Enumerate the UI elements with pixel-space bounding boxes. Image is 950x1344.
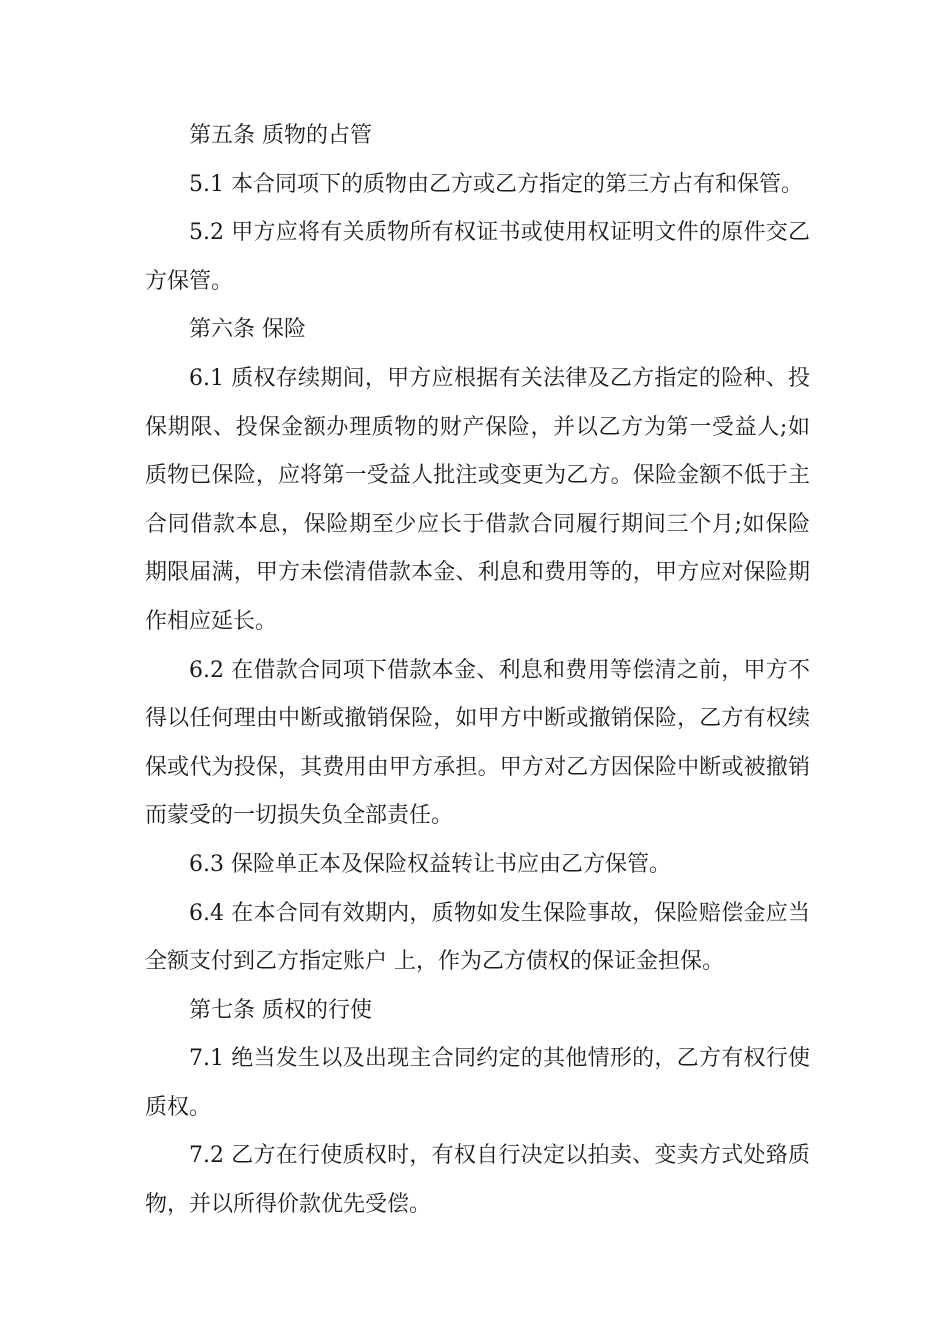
article-6-heading: 第六条 保险 — [189, 317, 306, 343]
document-body — [145, 112, 810, 1230]
clause-6-2: 6.2 在借款合同项下借款本金、利息和费用等偿清之前，甲方不得以任何理由中断或撤销保险，如甲方中断或撤销保险，乙方有权续保或代为投保，其费用由甲方承担。甲方对乙方因保险中断或被撤销而蒙受的一切损失负全部责任。 — [145, 657, 810, 829]
clause-6-1: 6.1 质权存续期间，甲方应根据有关法律及乙方指定的险种、投保期限、投保金额办理质物的财产保险，并以乙方为第一受益人;如质物已保险，应将第一受益人批注或变更为乙方。保险金额不低于主合同借款本息，保险期至少应长于借款合同履行期间三个月;如保险期限届满，甲方未偿清借款本金、利息和费用等的，甲方应对保险期作相应延长。 — [145, 365, 810, 634]
clause-6-4: 6.4 在本合同有效期内，质物如发生保险事故，保险赔偿金应当全额支付到乙方指定账户 上，作为乙方债权的保证金担保。 — [145, 900, 810, 975]
clause-7-1: 7.1 绝当发生以及出现主合同约定的其他情形的，乙方有权行使质权。 — [145, 1046, 810, 1120]
article-5-heading: 第五条 质物的占管 — [189, 123, 372, 148]
clause-5-1: 5.1 本合同项下的质物由乙方或乙方指定的第三方占有和保管。 — [189, 171, 803, 197]
clause-7-2: 7.2 乙方在行使质权时，有权自行决定以拍卖、变卖方式处臵质物，并以所得价款优先受偿。 — [145, 1143, 810, 1218]
article-7-heading: 第七条 质权的行使 — [189, 997, 372, 1023]
clause-5-2: 5.2 甲方应将有关质物所有权证书或使用权证明文件的原件交乙方保管。 — [145, 220, 810, 294]
clause-6-3: 6.3 保险单正本及保险权益转让书应由乙方保管。 — [189, 851, 671, 877]
